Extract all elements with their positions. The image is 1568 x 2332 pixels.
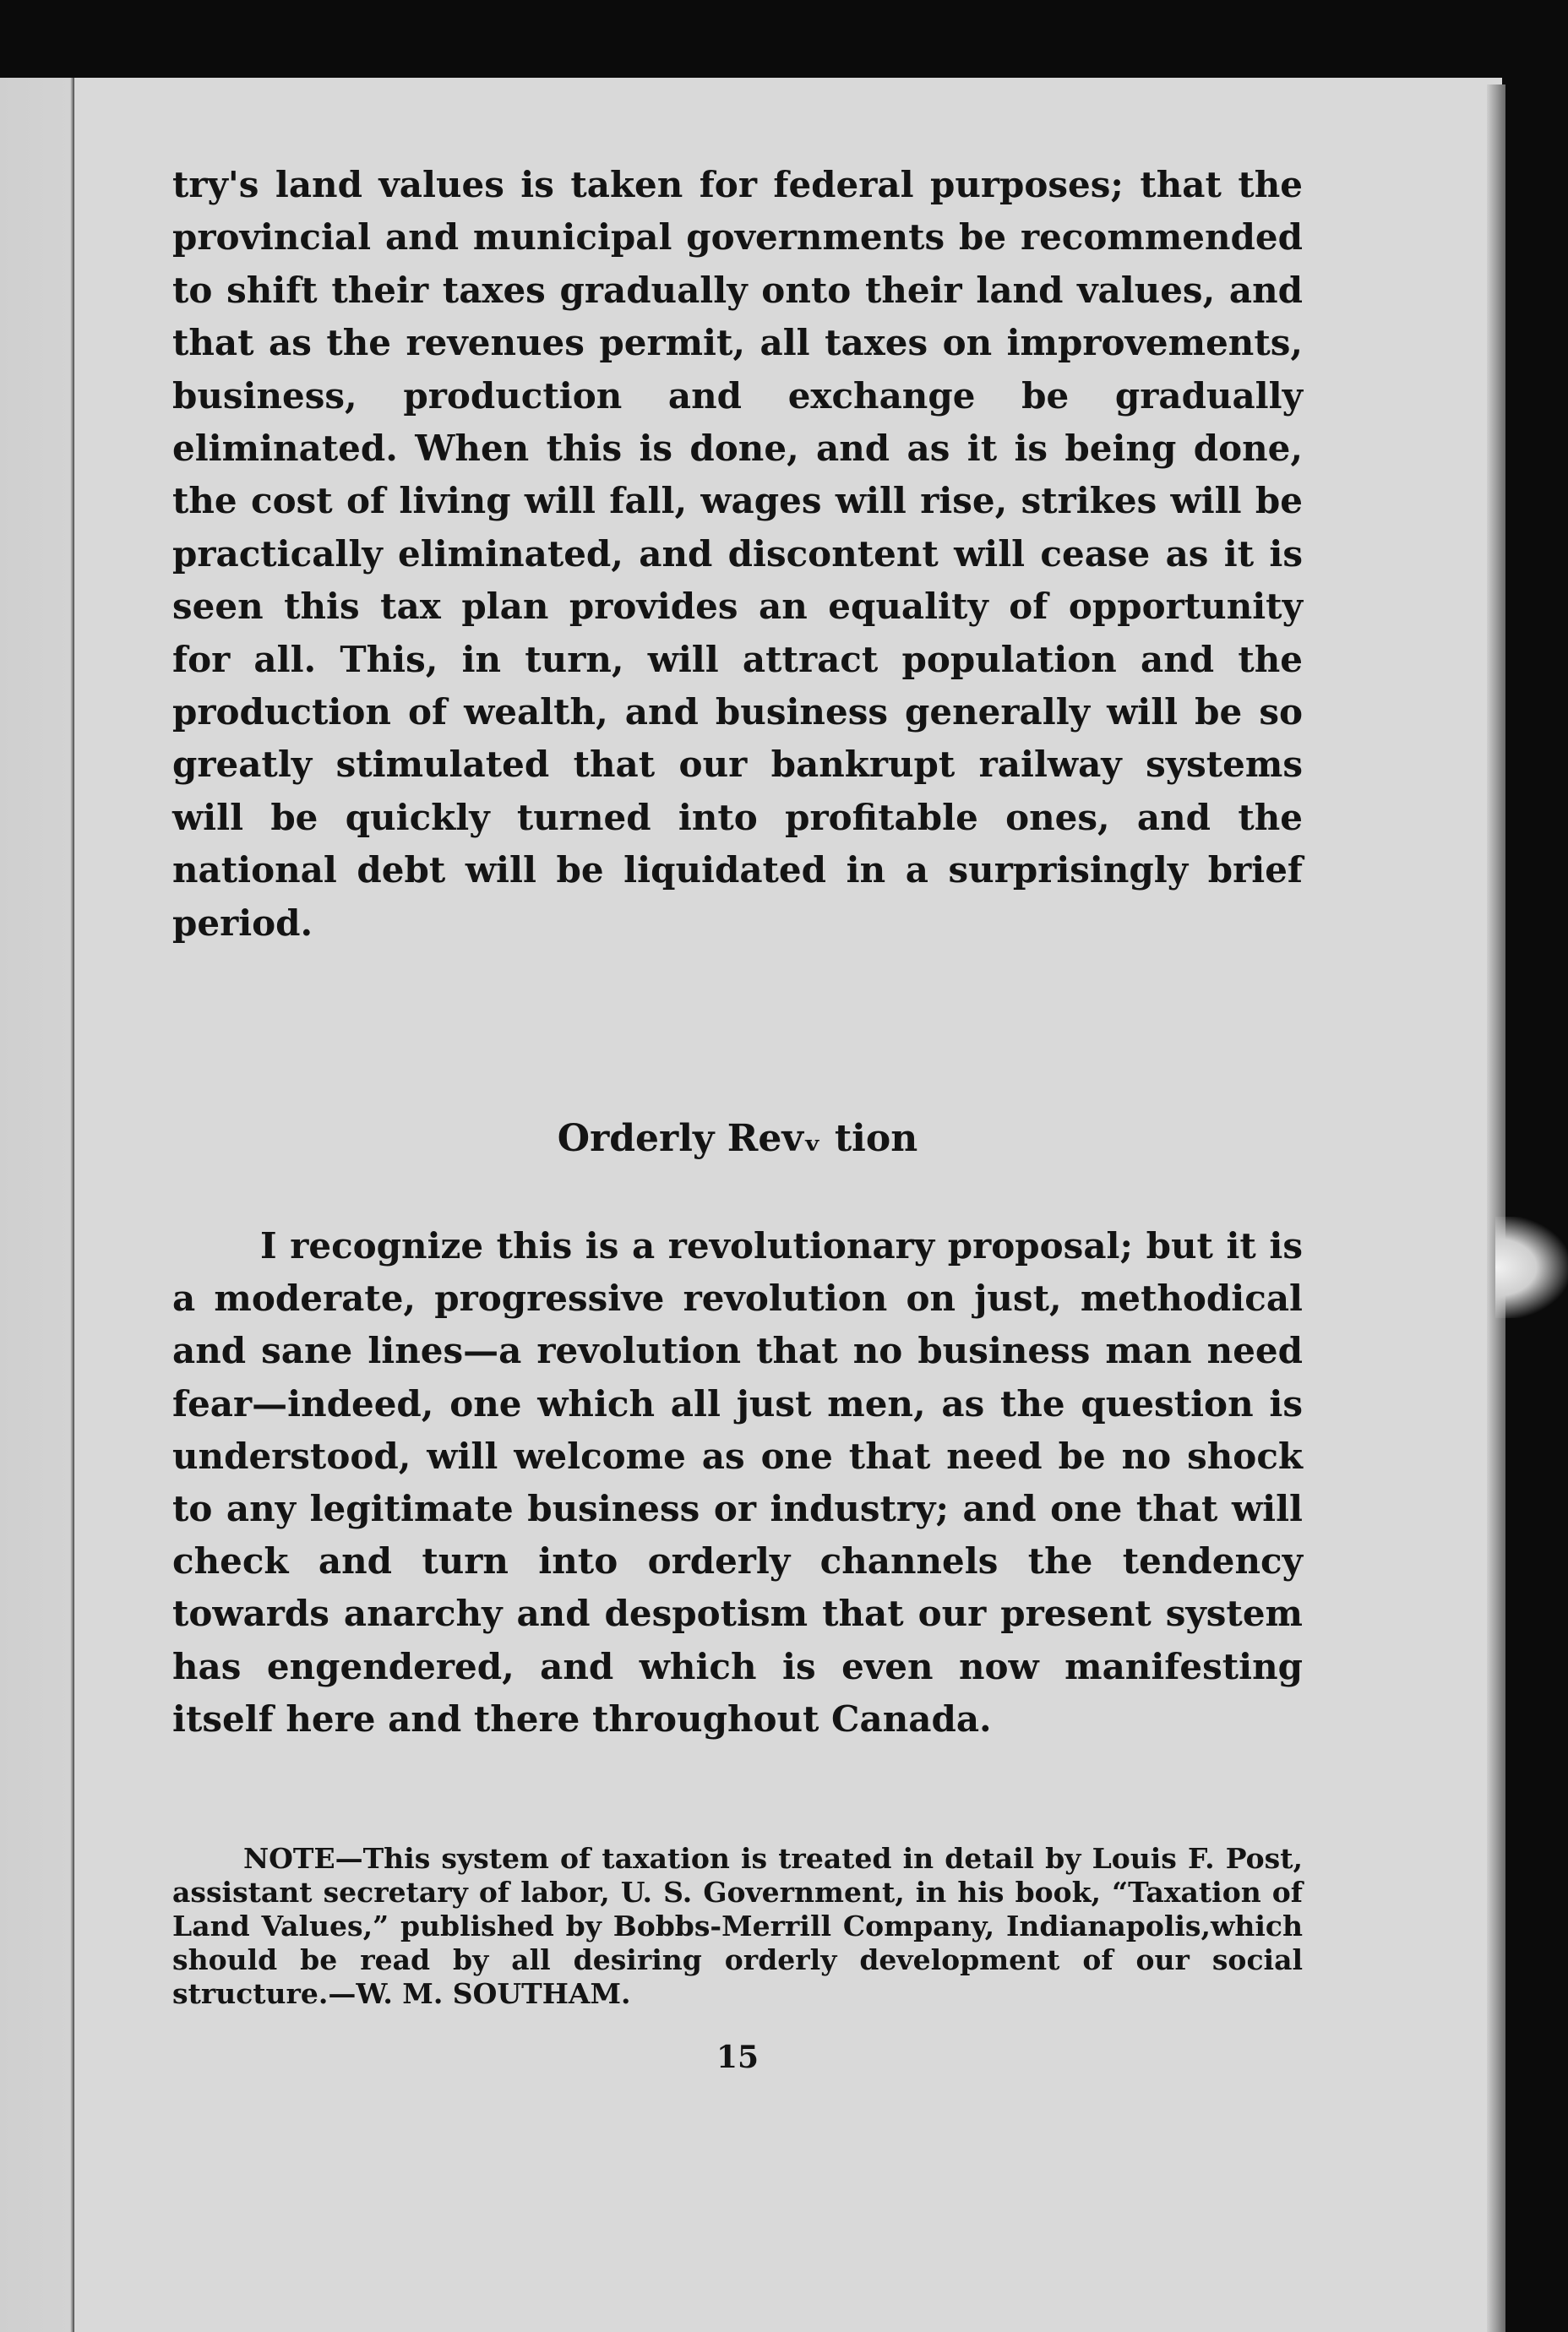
- body-paragraph-1: try's land values is taken for federal purposes; that the provincial and municipal governments be recommended to shift their taxes gradually onto their land values, and that as the revenues permit, all taxes on improvements, business, production and exchange be gradually eliminated. When this is done, and as it is being done, the cost of living will fall, wages will rise, strikes will be practically eliminated, and discontent will cease as it is seen this tax plan provides an equality of opportunity for all. This, in turn, will attract population and the production of wealth, and business generally will be so greatly stimulated that our bankrupt railway systems will be quickly turned into profitable ones, and the national debt will be liquidated in a surprisingly brief period.: [172, 164, 1303, 944]
- scan-light-flare: [1495, 1217, 1568, 1318]
- right-page-edge: [1487, 84, 1505, 2332]
- page-number: 15: [716, 2040, 760, 2075]
- body-paragraph-2-text: I recognize this is a revolutionary proposal; but it is a moderate, progressive revolution on just, methodical and sane lines—a revolution that no business man need fear—indeed, one which all just men, as the question is understood, will welcome as one that need be no shock to any legitimate business or industry; and one that will check and turn into orderly channels the tendency towards anarchy and despotism that our present system has engendered, and which is even now manifesting itself here and there throughout Canada.: [172, 1225, 1303, 1740]
- footnote-text: NOTE—This system of taxation is treated in detail by Louis F. Post, assistant secretary of labor, U. S. Government, in his book, “Taxation of Land Values,” published by Bobbs-Merrill Company, Indianapolis,which should be read by all desiring orderly development of our social structure.—W. M. SOUTHAM.: [172, 1842, 1303, 2010]
- section-heading: Orderly Revᵥ tion: [557, 1117, 918, 1160]
- body-paragraph-2: [172, 1220, 1303, 1746]
- footnote: [172, 1842, 1303, 2011]
